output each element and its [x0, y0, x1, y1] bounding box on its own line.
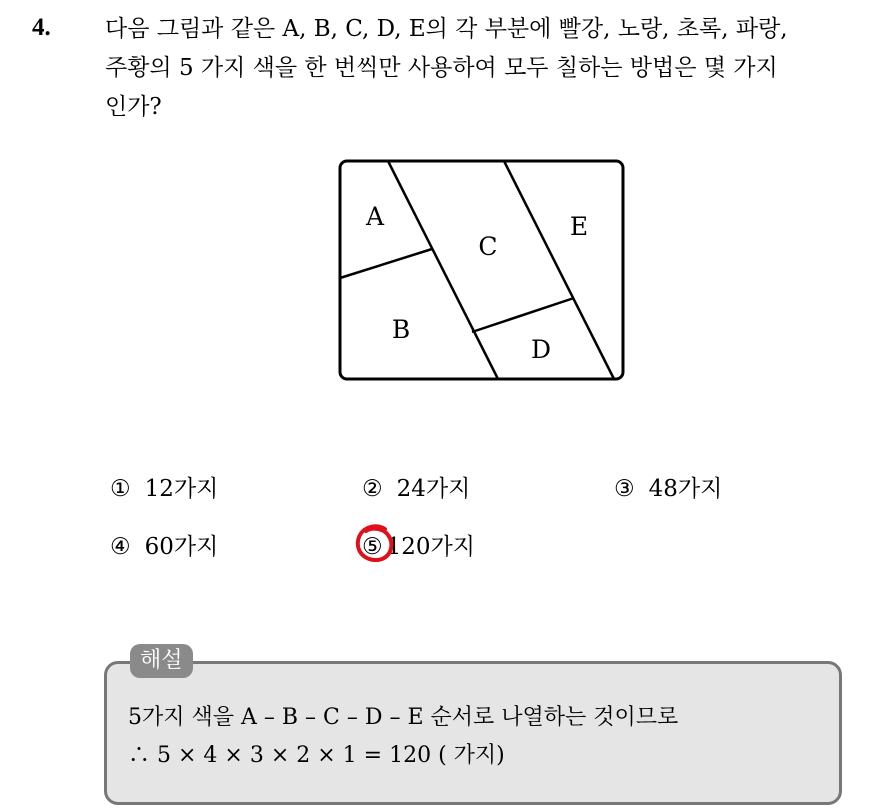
choice-text: 60가지 — [144, 534, 219, 560]
divider-line — [340, 249, 432, 278]
choice-number: ④ — [110, 534, 131, 560]
question-line: 인가? — [105, 94, 162, 120]
question-line: 다음 그림과 같은 A, B, C, D, E의 각 부분에 빨강, 노랑, 초록, 파랑, — [105, 16, 788, 42]
divider-line — [472, 298, 574, 332]
choice-4[interactable] — [110, 528, 218, 561]
choice-number: ① — [110, 476, 131, 502]
divider-line — [388, 161, 498, 379]
solution-line: 5가지 색을 A – B – C – D – E 순서로 나열하는 것이므로 — [128, 705, 679, 730]
region-label-b: B — [391, 315, 411, 344]
divider-line — [504, 161, 614, 379]
region-label-c: C — [478, 232, 498, 261]
question-text — [105, 10, 875, 127]
choice-text: 12가지 — [144, 476, 219, 502]
choice-number: ② — [362, 476, 383, 502]
choice-text: 48가지 — [648, 476, 723, 502]
choice-text: 120가지 — [386, 534, 475, 560]
question-line: 주황의 5 가지 색을 한 번씩만 사용하여 모두 칠하는 방법은 몇 가지 — [105, 55, 778, 81]
region-label-d: D — [530, 335, 552, 364]
solution-line: ∴ 5 × 4 × 3 × 2 × 1 = 120 ( 가지) — [128, 743, 505, 768]
choice-1[interactable] — [110, 470, 218, 503]
choice-3[interactable] — [614, 470, 722, 503]
region-diagram — [330, 155, 630, 387]
solution-box — [104, 661, 842, 805]
choice-text: 24가지 — [396, 476, 471, 502]
choice-2[interactable] — [362, 470, 470, 503]
region-label-a: A — [365, 202, 385, 231]
question-number: 4. — [32, 14, 51, 41]
choice-5[interactable] — [362, 528, 475, 561]
choice-number: ⑤ — [362, 534, 383, 560]
choice-number: ③ — [614, 476, 635, 502]
region-label-e: E — [569, 212, 589, 241]
solution-tag: 해설 — [130, 644, 193, 678]
